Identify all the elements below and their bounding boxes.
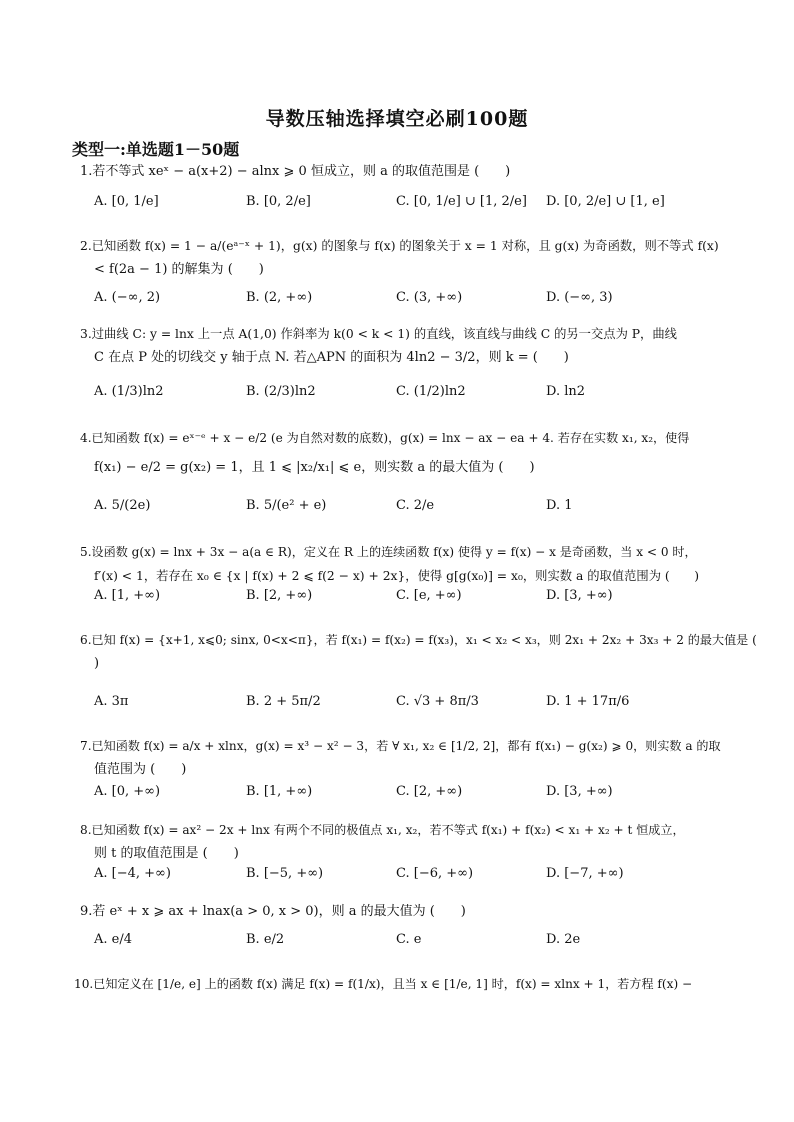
document-title: 导数压轴选择填空必刷100题 <box>265 108 529 130</box>
option-a: A. [−4, +∞) <box>94 866 171 881</box>
options-9 <box>94 932 714 956</box>
question-2 <box>80 234 720 282</box>
option-a: A. (1/3)ln2 <box>94 384 164 399</box>
question-line: 10.已知定义在 [1/e, e] 上的函数 f(x) 满足 f(x) = f(1/x)，且当 x ∈ [1/e, 1] 时，f(x) = xlnx + 1，若方程 f(x) − <box>74 977 693 991</box>
option-d: D. ln2 <box>546 384 586 399</box>
option-c: C. (3, +∞) <box>396 290 463 305</box>
option-b: B. [0, 2/e] <box>246 194 311 209</box>
question-5 <box>80 540 720 588</box>
option-c: C. [−6, +∞) <box>396 866 474 881</box>
option-a: A. [0, 1/e] <box>94 194 159 209</box>
question-6 <box>80 628 757 676</box>
question-line: 7.已知函数 f(x) = a/x + xlnx，g(x) = x³ − x² − 3，若 ∀ x₁, x₂ ∈ [1/2, 2]，都有 f(x₁) − g(x₂) ⩾ 0，则实数 a 的取 <box>80 739 721 753</box>
option-d: D. [3, +∞) <box>546 784 613 799</box>
option-d: D. [−7, +∞) <box>546 866 624 881</box>
option-c: C. 2/e <box>396 498 435 513</box>
option-c: C. [0, 1/e] ∪ [1, 2/e] <box>396 194 527 209</box>
question-line: < f(2a − 1) 的解集为 ( ) <box>94 262 264 277</box>
question-line: 4.已知函数 f(x) = eˣ⁻ᵉ + x − e/2 (e 为自然对数的底数)，g(x) = lnx − ax − ea + 4. 若存在实数 x₁, x₂，使得 <box>80 431 690 445</box>
options-8 <box>94 866 714 890</box>
option-d: D. 1 + 17π/6 <box>546 694 630 709</box>
question-line: f′(x) < 1，若存在 x₀ ∈ {x | f(x) + 2 ⩽ f(2 − x) + 2x}，使得 g[g(x₀)] = x₀，则实数 a 的取值范围为 ( ) <box>94 569 700 583</box>
options-5 <box>94 588 714 612</box>
option-b: B. [−5, +∞) <box>246 866 324 881</box>
option-a: A. [1, +∞) <box>94 588 161 603</box>
option-b: B. [2, +∞) <box>246 588 313 603</box>
option-b: B. [1, +∞) <box>246 784 313 799</box>
question-line: 3.过曲线 C: y = lnx 上一点 A(1,0) 作斜率为 k(0 < k < 1) 的直线，该直线与曲线 C 的另一交点为 P，曲线 <box>80 327 677 341</box>
option-c: C. (1/2)ln2 <box>396 384 466 399</box>
question-4 <box>80 426 720 486</box>
question-line: 5.设函数 g(x) = lnx + 3x − a(a ∈ R)，定义在 R 上的连续函数 f(x) 使得 y = f(x) − x 是奇函数，当 x < 0 时， <box>80 545 697 559</box>
question-3 <box>80 322 720 370</box>
option-a: A. (−∞, 2) <box>94 290 161 305</box>
option-d: D. 2e <box>546 932 581 947</box>
option-b: B. (2, +∞) <box>246 290 313 305</box>
question-line: C 在点 P 处的切线交 y 轴于点 N. 若△APN 的面积为 4ln2 − 3/2，则 k = ( ) <box>94 350 569 365</box>
question-line: 2.已知函数 f(x) = 1 − a/(eᵃ⁻ˣ + 1)，g(x) 的图象与 f(x) 的图象关于 x = 1 对称，且 g(x) 为奇函数，则不等式 f(x) <box>80 239 719 253</box>
option-d: D. (−∞, 3) <box>546 290 613 305</box>
question-7 <box>80 734 720 782</box>
question-line: 9.若 eˣ + x ⩾ ax + lnax(a > 0, x > 0)，则 a 的最大值为 ( ) <box>80 904 466 919</box>
option-c: C. [e, +∞) <box>396 588 462 603</box>
question-8 <box>80 818 720 866</box>
option-b: B. 5/(e² + e) <box>246 498 327 513</box>
question-line: 8.已知函数 f(x) = ax² − 2x + lnx 有两个不同的极值点 x₁, x₂，若不等式 f(x₁) + f(x₂) < x₁ + x₂ + t 恒成立， <box>80 823 685 837</box>
option-d: D. 1 <box>546 498 573 513</box>
question-line: f(x₁) − e/2 = g(x₂) = 1，且 1 ⩽ |x₂/x₁| ⩽ e，则实数 a 的最大值为 ( ) <box>94 460 535 475</box>
question-line: 1.若不等式 xeˣ − a(x+2) − alnx ⩾ 0 恒成立，则 a 的取值范围是 ( ) <box>80 164 511 179</box>
options-3 <box>94 384 714 408</box>
section-heading: 类型一:单选题1－50题 <box>72 140 240 159</box>
question-line: ) <box>94 656 100 671</box>
option-b: B. 2 + 5π/2 <box>246 694 321 709</box>
options-4 <box>94 498 714 522</box>
option-d: D. [3, +∞) <box>546 588 613 603</box>
question-line: 则 t 的取值范围是 ( ) <box>94 846 239 861</box>
option-a: A. e/4 <box>94 932 132 947</box>
options-7 <box>94 784 714 808</box>
option-b: B. (2/3)ln2 <box>246 384 316 399</box>
question-line: 值范围为 ( ) <box>94 762 187 777</box>
option-a: A. 5/(2e) <box>94 498 151 513</box>
question-line: 6.已知 f(x) = {x+1, x⩽0; sinx, 0<x<π}，若 f(x₁) = f(x₂) = f(x₃)，x₁ < x₂ < x₃，则 2x₁ + 2x₂ + 3x₃ + 2 的最大值是 ( <box>80 633 757 647</box>
option-b: B. e/2 <box>246 932 285 947</box>
question-1 <box>80 160 720 184</box>
option-c: C. e <box>396 932 422 947</box>
options-1 <box>94 194 714 218</box>
options-6 <box>94 694 714 718</box>
question-10 <box>74 972 714 996</box>
option-d: D. [0, 2/e] ∪ [1, e] <box>546 194 665 209</box>
option-c: C. √3 + 8π/3 <box>396 694 479 709</box>
options-2 <box>94 290 714 314</box>
option-c: C. [2, +∞) <box>396 784 463 799</box>
question-9 <box>80 900 720 924</box>
option-a: A. [0, +∞) <box>94 784 161 799</box>
option-a: A. 3π <box>94 694 129 709</box>
